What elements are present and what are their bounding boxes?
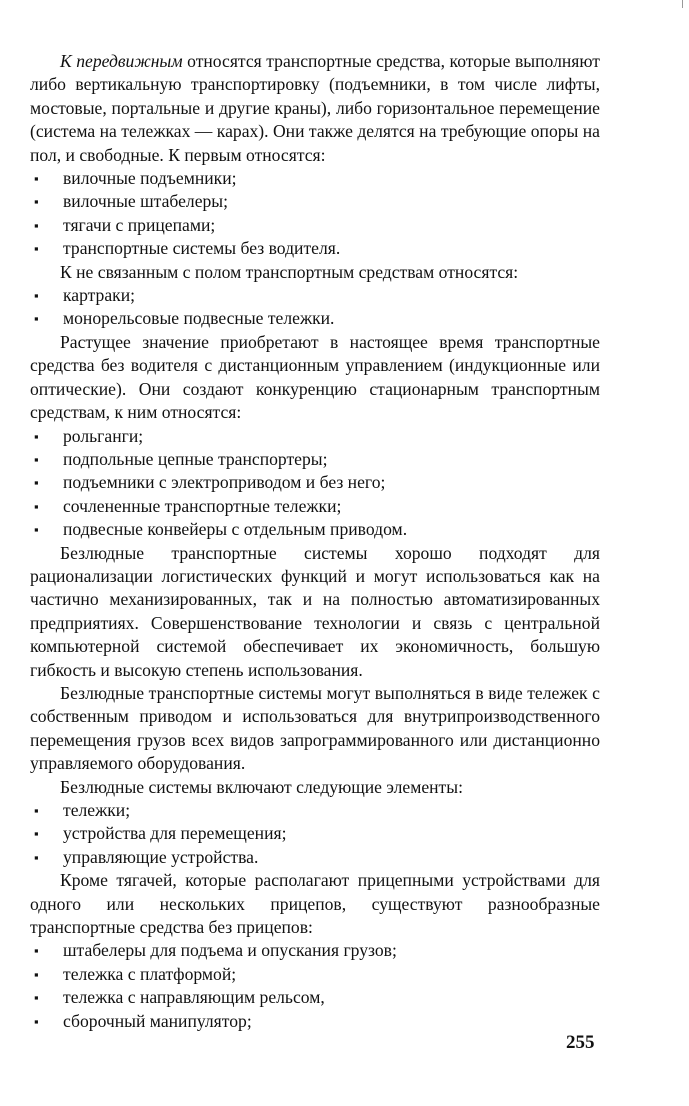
list-item [30, 237, 600, 260]
list-item-text: монорельсовые подвесные тележки. [63, 308, 335, 329]
list-item-text: сочлененные транспортные тележки; [63, 495, 342, 516]
bullet-icon: ▪ [34, 241, 39, 257]
bullet-icon: ▪ [34, 288, 39, 304]
bullet-icon: ▪ [34, 990, 39, 1006]
bullet-icon: ▪ [34, 849, 39, 865]
list-item [30, 1010, 600, 1033]
list-item [30, 822, 600, 845]
list-item [30, 425, 600, 448]
list-item [30, 518, 600, 541]
list-item-text: картраки; [63, 285, 136, 306]
list-item [30, 799, 600, 822]
bullet-icon: ▪ [34, 826, 39, 842]
bullet-icon: ▪ [34, 171, 39, 187]
bullet-icon: ▪ [34, 966, 39, 982]
list-item-text: вилочные штабелеры; [63, 191, 229, 212]
list-item [30, 939, 600, 962]
list-item-text: сборочный манипулятор; [63, 1010, 252, 1031]
list-item [30, 284, 600, 307]
list-item-text: штабелеры для подъема и опускания грузов; [63, 940, 397, 961]
list-item-text: вилочные подъемники; [63, 168, 237, 189]
paragraph-1-text: относятся транспортные средства, которые выполняют либо вертикальную транспортировку (подъемники, в том числе лифты, мостовые, портальные и другие краны), либо горизонтальное перемещение (система на тележках — карах). Они также делятся на требующие опоры на пол, и свободные. К первым относятся: [30, 51, 600, 165]
list-1 [30, 167, 600, 261]
bullet-icon: ▪ [34, 451, 39, 467]
paragraph-1 [30, 50, 600, 167]
list-item-text: подвесные конвейеры с отдельным приводом. [63, 519, 408, 540]
list-2 [30, 284, 600, 331]
list-item-text: тележка с направляющим рельсом, [63, 987, 325, 1008]
list-item [30, 448, 600, 471]
list-3 [30, 425, 600, 542]
list-5 [30, 939, 600, 1033]
paragraph-2: К не связанным с полом транспортным средствам относятся: [60, 261, 519, 282]
list-item [30, 307, 600, 330]
paragraph-6: Безлюдные системы включают следующие элементы: [60, 776, 463, 797]
list-item-text: тележка с платформой; [63, 963, 237, 984]
list-item-text: подъемники с электроприводом и без него; [63, 472, 386, 493]
bullet-icon: ▪ [34, 428, 39, 444]
list-item [30, 963, 600, 986]
bullet-icon: ▪ [34, 217, 39, 233]
list-item [30, 190, 600, 213]
italic-term: К передвижным [60, 51, 183, 71]
list-item-text: тележки; [63, 800, 131, 820]
paragraph-4: Безлюдные транспортные системы хорошо подходят для рационализации логистических функций и могут использоваться как на частично механизированных, так и на полностью автоматизированных предприятиях. Совершенствование технологии и связь с центральной компьютерной системой обеспечивает их экономичность, большую гибкость и высокую степень использования. [30, 542, 600, 680]
bullet-icon: ▪ [34, 194, 39, 210]
paragraph-5: Безлюдные транспортные системы могут выполняться в виде тележек с собственным приводом и использоваться для внутрипроизводственного перемещения грузов всех видов запрограммированного или дистанционно управляемого оборудования. [30, 682, 600, 774]
list-item-text: подпольные цепные транспортеры; [63, 448, 328, 469]
list-item-text: тягачи с прицепами; [63, 214, 216, 235]
list-item [30, 986, 600, 1009]
list-item [30, 495, 600, 518]
page-text [30, 50, 600, 1033]
bullet-icon: ▪ [34, 522, 39, 538]
list-item [30, 471, 600, 494]
margin-mark [682, 0, 683, 8]
list-item [30, 167, 600, 190]
list-item-text: рольганги; [63, 425, 144, 446]
bullet-icon: ▪ [34, 475, 39, 491]
list-item-text: транспортные системы без водителя. [63, 238, 341, 259]
bullet-icon: ▪ [34, 803, 39, 818]
list-item [30, 846, 600, 869]
bullet-icon: ▪ [34, 1013, 39, 1029]
bullet-icon: ▪ [34, 498, 39, 514]
paragraph-7: Кроме тягачей, которые располагают прицепными устройствами для одного или нескольких прицепов, существуют разнообразные транспортные средства без прицепов: [30, 870, 600, 938]
list-item-text: устройства для перемещения; [63, 823, 287, 844]
paragraph-3: Растущее значение приобретают в настоящее время транспортные средства без водителя с дистанционным управлением (индукционные или оптические). Они создают конкуренцию стационарным транспортным средствам, к ним относятся: [30, 331, 600, 423]
page-number: 255 [566, 1032, 595, 1053]
list-item-text: управляющие устройства. [63, 846, 259, 867]
list-4 [30, 799, 600, 869]
bullet-icon: ▪ [34, 943, 39, 959]
bullet-icon: ▪ [34, 311, 39, 327]
list-item [30, 214, 600, 237]
